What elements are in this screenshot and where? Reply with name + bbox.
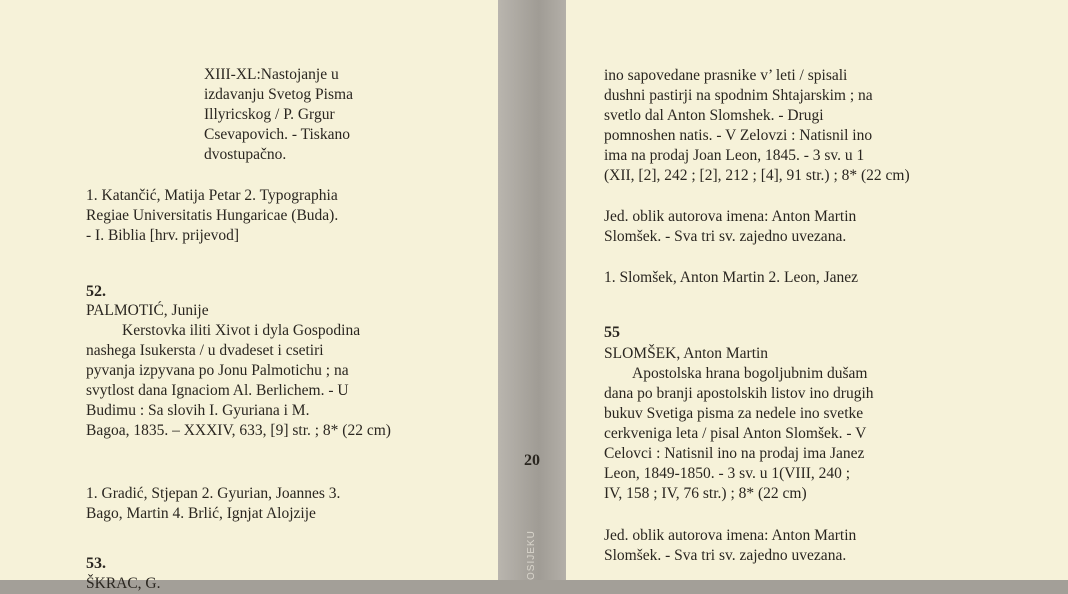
entry-body-line: Celovci : Natisnil ino na prodaj ima Janez	[604, 445, 865, 462]
entry-number-53: 53.	[86, 555, 106, 572]
index-line: Regiae Universitatis Hungaricae (Buda).	[86, 207, 339, 224]
entry-body-line: Leon, 1849-1850. - 3 sv. u 1(VIII, 240 ;	[604, 465, 851, 482]
book-gutter	[498, 0, 566, 580]
entry-number-52: 52.	[86, 283, 106, 300]
entry-body-line: dana po branji apostolskih listov ino drugih	[604, 385, 874, 402]
entry-body-line: bukuv Svetiga pisma za nedele ino svetke	[604, 405, 864, 422]
entry-author: SLOMŠEK, Anton Martin	[604, 345, 769, 362]
index-line: 1. Katančić, Matija Petar 2. Typographia	[86, 187, 338, 204]
continued-line: dushni pastirji na spodnim Shtajarskim ; na	[604, 87, 873, 104]
note-line: Jed. oblik autorova imena: Anton Martin	[604, 527, 857, 544]
entry-author: PALMOTIĆ, Junije	[86, 302, 209, 319]
entry-body-line: nashega Isukersta / u dvadeset i csetiri	[86, 342, 324, 359]
title-line: Illyricskog / P. Grgur	[204, 106, 335, 123]
entry-body-line: IV, 158 ; IV, 76 str.) ; 8* (22 cm)	[604, 485, 807, 502]
entry-body-line: svytlost dana Ignaciom Al. Berlichem. - U	[86, 382, 349, 399]
entry-body-line: pyvanja izpyvana po Jonu Palmotichu ; na	[86, 362, 349, 379]
note-line: Jed. oblik autorova imena: Anton Martin	[604, 208, 857, 225]
note-line: Slomšek. - Sva tri sv. zajedno uvezana.	[604, 228, 847, 245]
entry-body-line: cerkveniga leta / pisal Anton Slomšek. - V	[604, 425, 867, 442]
index-line: - I. Biblia [hrv. prijevod]	[86, 227, 240, 244]
entry-body-line: Budimu : Sa slovih I. Gyuriana i M.	[86, 402, 310, 419]
page-number: 20	[524, 452, 540, 469]
left-page	[0, 0, 498, 592]
right-page	[566, 0, 1068, 580]
entry-body-line: Kerstovka iliti Xivot i dyla Gospodina	[122, 322, 361, 339]
continued-line: pomnoshen natis. - V Zelovzi : Natisnil ino	[604, 127, 873, 144]
title-line: dvostupačno.	[204, 146, 287, 163]
continued-line: ino sapovedane prasnike v’ leti / spisali	[604, 67, 848, 84]
note-line: Slomšek. - Sva tri sv. zajedno uvezana.	[604, 547, 847, 564]
spine-text: OSIJEKU	[526, 530, 537, 580]
title-line: XIII-XL:Nastojanje u	[204, 66, 339, 83]
title-line: Csevapovich. - Tiskano	[204, 126, 350, 143]
continued-line: (XII, [2], 242 ; [2], 212 ; [4], 91 str.) ; 8* (22 cm)	[604, 167, 910, 184]
entry-body-line: Apostolska hrana bogoljubnim dušam	[632, 365, 868, 382]
entry-number-55: 55	[604, 324, 620, 341]
entry-author-partial: ŠKRAC, G.	[86, 575, 161, 592]
index-line: 1. Slomšek, Anton Martin 2. Leon, Janez	[604, 269, 858, 286]
index-line: 1. Gradić, Stjepan 2. Gyurian, Joannes 3.	[86, 485, 341, 502]
index-line: Bago, Martin 4. Brlić, Ignjat Alojzije	[86, 505, 316, 522]
entry-body-line: Bagoa, 1835. – XXXIV, 633, [9] str. ; 8* (22 cm)	[86, 422, 391, 439]
continued-line: svetlo dal Anton Slomshek. - Drugi	[604, 107, 824, 124]
continued-line: ima na prodaj Joan Leon, 1845. - 3 sv. u 1	[604, 147, 865, 164]
title-line: izdavanju Svetog Pisma	[204, 86, 353, 103]
